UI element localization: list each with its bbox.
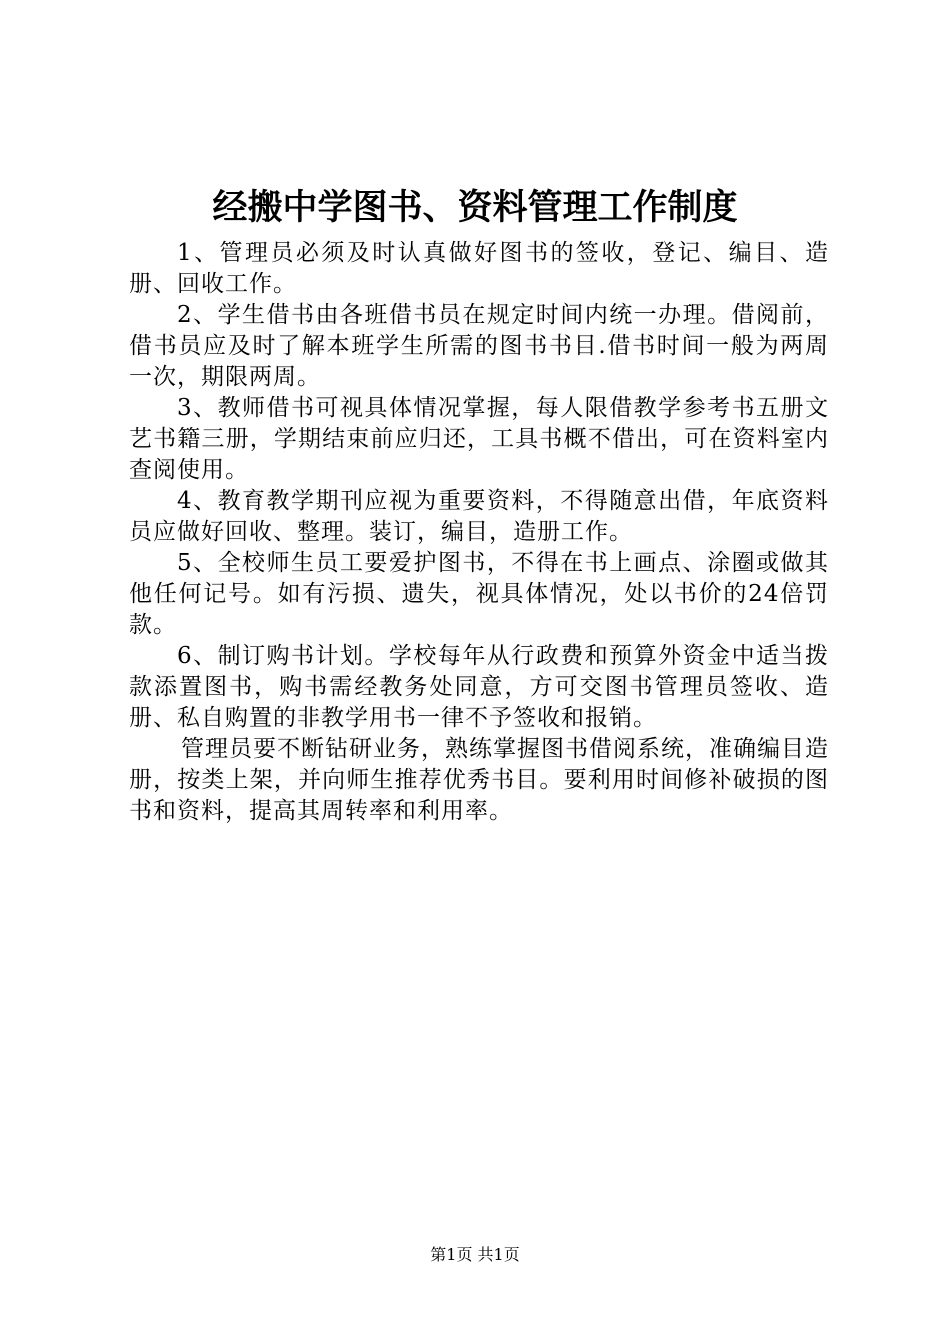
paragraph-5: 5、全校师生员工要爱护图书，不得在书上画点、涂圈或做其他任何记号。如有污损、遗失，视具体情况，处以书价的24倍罚款。 <box>129 550 829 638</box>
paragraph-2: 2、学生借书由各班借书员在规定时间内统一办理。借阅前，借书员应及时了解本班学生所需的图书书目.借书时间一般为两周一次，期限两周。 <box>129 302 829 390</box>
paragraph-6: 6、制订购书计划。学校每年从行政费和预算外资金中适当拨款添置图书，购书需经教务处同意，方可交图书管理员签收、造册、私自购置的非教学用书一律不予签收和报销。 <box>129 643 829 731</box>
paragraph-closing: 管理员要不断钻研业务，熟练掌握图书借阅系统，准确编目造册，按类上架，并向师生推荐优秀书目。要利用时间修补破损的图书和资料，提高其周转率和利用率。 <box>129 736 829 824</box>
document-body <box>129 238 829 827</box>
paragraph-4: 4、教育教学期刊应视为重要资料，不得随意出借，年底资料员应做好回收、整理。装订，编目，造册工作。 <box>129 488 829 545</box>
paragraph-3: 3、教师借书可视具体情况掌握，每人限借教学参考书五册文艺书籍三册，学期结束前应归还，工具书概不借出，可在资料室内查阅使用。 <box>129 395 829 483</box>
paragraph-1: 1、管理员必须及时认真做好图书的签收，登记、编目、造册、回收工作。 <box>129 240 829 297</box>
document-title: 经搬中学图书、资料管理工作制度 <box>212 188 738 228</box>
page-footer: 第1页 共1页 <box>430 1245 520 1264</box>
